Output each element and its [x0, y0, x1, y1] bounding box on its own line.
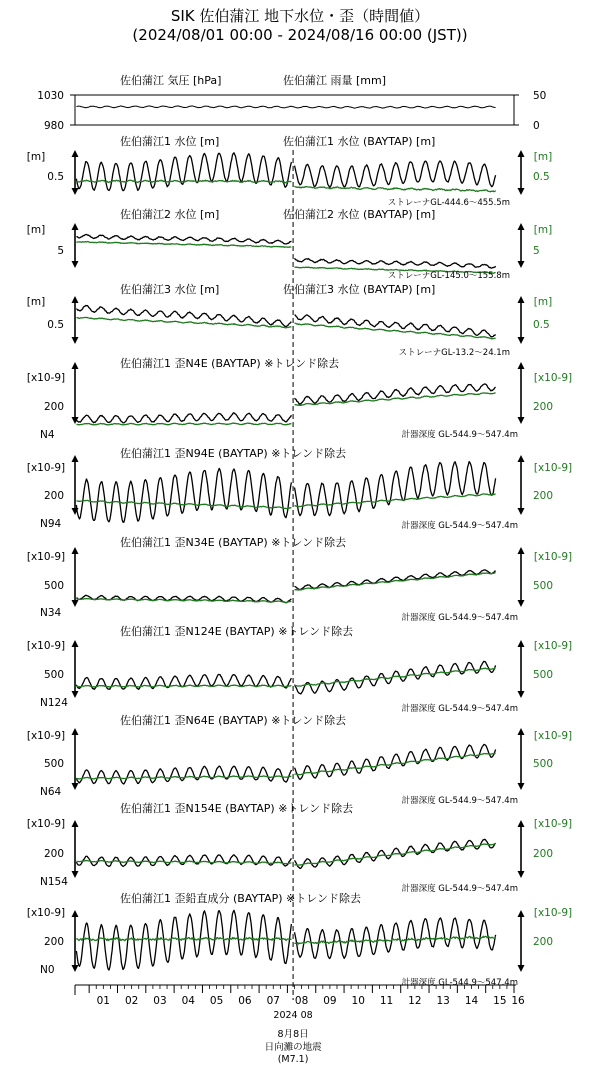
strainN34-label: 佐伯蒲江1 歪N34E (BAYTAP) ※トレンド除去	[120, 536, 347, 549]
event-date-label: 2024 08	[273, 1010, 313, 1021]
strainN34-left-arrow-head-down	[72, 600, 79, 607]
x-tick-label-15: 15	[493, 995, 507, 1007]
strainN34-tick-left: 500	[43, 580, 64, 592]
strainN64-component: N64	[40, 786, 62, 798]
strainN94-right-arrow-head-up	[518, 455, 525, 462]
strainN64-left-arrow-head-down	[72, 783, 79, 790]
well2-label-right: 佐伯蒲江2 水位 (BAYTAP) [m]	[283, 208, 436, 221]
strainN0-left-arrow-head-down	[72, 965, 79, 972]
event-line-1: 8月8日	[277, 1029, 309, 1040]
x-tick-label-10: 10	[351, 995, 365, 1007]
strainN94-left-arrow-head-up	[72, 455, 79, 462]
x-tick-label-07: 07	[266, 995, 280, 1007]
strainN94-right-arrow-head-down	[518, 508, 525, 515]
strainN34-unit-left: [x10-9]	[26, 551, 66, 563]
strainN0-label: 佐伯蒲江1 歪鉛直成分 (BAYTAP) ※トレンド除去	[120, 892, 361, 905]
pressure-series	[76, 106, 495, 108]
panel-weather	[37, 73, 546, 132]
strainN124-unit-left: [x10-9]	[26, 640, 66, 652]
panel-strainN4	[27, 356, 572, 441]
x-tick-label-06: 06	[238, 995, 252, 1007]
well2-label-left: 佐伯蒲江2 水位 [m]	[120, 208, 220, 221]
strainN0-unit-left: [x10-9]	[26, 907, 66, 919]
strainN4-series-baytap-before	[76, 423, 291, 425]
chart-subtitle: (2024/08/01 00:00 - 2024/08/16 00:00 (JST))	[132, 26, 468, 44]
strainN124-series-observed-after	[295, 661, 496, 694]
strainN154-series-baytap-after	[295, 844, 496, 866]
strainN4-label: 佐伯蒲江1 歪N4E (BAYTAP) ※トレンド除去	[120, 357, 340, 370]
strainN4-series-observed-after	[295, 384, 496, 404]
strainN154-tick-left: 200	[43, 848, 64, 860]
strainN34-left-arrow-head-up	[72, 547, 79, 554]
weather-frame	[75, 95, 514, 125]
x-tick-label-14: 14	[464, 995, 479, 1007]
strainN124-unit-right: [x10-9]	[533, 640, 573, 652]
well3-label-left: 佐伯蒲江3 水位 [m]	[120, 283, 220, 296]
strainN94-note: 計器深度 GL-544.9～547.4m	[401, 521, 518, 531]
strainN124-left-arrow-head-down	[72, 691, 79, 698]
well1-right-arrow-head-down	[518, 188, 525, 195]
event-line-2: 日向灘の地震	[264, 1042, 322, 1053]
strainN4-series-observed-before	[76, 413, 291, 423]
strainN64-unit-right: [x10-9]	[533, 730, 573, 742]
x-tick-label-05: 05	[209, 995, 224, 1007]
well1-left-arrow-head-down	[72, 188, 79, 195]
strainN4-tick-right: 200	[533, 401, 554, 413]
strainN154-right-arrow-head-down	[518, 871, 525, 878]
well1-label-right: 佐伯蒲江1 水位 (BAYTAP) [m]	[283, 135, 436, 148]
strainN0-component: N0	[40, 964, 55, 976]
rain-label: 佐伯蒲江 雨量 [mm]	[283, 74, 387, 87]
strainN0-tick-right: 200	[533, 936, 554, 948]
x-axis	[75, 985, 525, 1007]
strainN64-series-observed-before	[76, 766, 291, 784]
strainN154-unit-left: [x10-9]	[26, 818, 66, 830]
panel-well3	[27, 282, 552, 358]
strainN154-component: N154	[40, 876, 68, 888]
strainN4-note: 計器深度 GL-544.9～547.4m	[401, 430, 518, 440]
x-tick-label-08: 08	[294, 995, 309, 1007]
well1-series-observed-before	[76, 153, 291, 191]
strainN0-note: 計器深度 GL-544.9～547.4m	[401, 978, 518, 988]
well3-right-arrow-head-down	[518, 337, 525, 344]
strainN4-component: N4	[40, 429, 55, 441]
strainN0-unit-right: [x10-9]	[533, 907, 573, 919]
well3-unit-left: [m]	[26, 296, 46, 308]
well2-right-arrow-head-up	[518, 223, 525, 230]
well2-right-arrow-head-down	[518, 261, 525, 268]
panel-strainN0	[27, 891, 572, 988]
well1-unit-right: [m]	[533, 151, 553, 163]
well2-unit-left: [m]	[26, 224, 46, 236]
strainN94-label: 佐伯蒲江1 歪N94E (BAYTAP) ※トレンド除去	[120, 447, 347, 460]
strainN4-left-arrow-head-up	[72, 362, 79, 369]
well2-left-arrow-head-up	[72, 223, 79, 230]
strainN94-tick-left: 200	[43, 490, 64, 502]
strainN94-series-baytap-after	[295, 494, 496, 507]
pressure-tick-980: 980	[43, 120, 64, 132]
strainN0-left-arrow-head-up	[72, 910, 79, 917]
x-tick-label-11: 11	[379, 995, 394, 1007]
rain-tick-50: 50	[533, 90, 547, 102]
strainN34-unit-right: [x10-9]	[533, 551, 573, 563]
strainN4-unit-left: [x10-9]	[26, 372, 66, 384]
strainN154-left-arrow-head-down	[72, 871, 79, 878]
strainN64-note: 計器深度 GL-544.9～547.4m	[401, 796, 518, 806]
strainN4-series-baytap-after	[295, 393, 496, 406]
rain-tick-0: 0	[533, 120, 540, 132]
strainN154-left-arrow-head-up	[72, 820, 79, 827]
x-tick-label-02: 02	[124, 995, 139, 1007]
strainN64-tick-left: 500	[43, 758, 64, 770]
pressure-label: 佐伯蒲江 気圧 [hPa]	[120, 74, 222, 87]
strainN34-note: 計器深度 GL-544.9～547.4m	[401, 613, 518, 623]
well3-unit-right: [m]	[533, 296, 553, 308]
strainN124-component: N124	[40, 697, 68, 709]
strainN34-component: N34	[40, 607, 62, 619]
well1-unit-left: [m]	[26, 151, 46, 163]
strainN124-tick-left: 500	[43, 669, 64, 681]
strainN154-label: 佐伯蒲江1 歪N154E (BAYTAP) ※トレンド除去	[120, 802, 354, 815]
strainN124-label: 佐伯蒲江1 歪N124E (BAYTAP) ※トレンド除去	[120, 625, 354, 638]
panel-strainN124	[27, 624, 572, 714]
strainN154-series-observed-before	[76, 855, 291, 867]
panel-well1	[27, 134, 552, 208]
well1-series-baytap-after	[295, 186, 496, 192]
strainN4-right-arrow-head-up	[518, 362, 525, 369]
well3-note: ストレーナGL-13.2～24.1m	[398, 348, 510, 358]
chart-title: SIK 佐伯蒲江 地下水位・歪（時間値）	[170, 7, 430, 25]
strainN94-unit-right: [x10-9]	[533, 462, 573, 474]
strainN34-right-arrow-head-down	[518, 600, 525, 607]
well3-tick-left: 0.5	[47, 319, 64, 331]
well3-label-right: 佐伯蒲江3 水位 (BAYTAP) [m]	[283, 283, 436, 296]
well1-series-observed-after	[295, 161, 496, 187]
well2-series-observed-after	[295, 258, 496, 268]
well2-tick-right: 5	[533, 245, 540, 257]
strainN124-note: 計器深度 GL-544.9～547.4m	[401, 704, 518, 714]
well1-label-left: 佐伯蒲江1 水位 [m]	[120, 135, 220, 148]
well1-left-arrow-head-up	[72, 150, 79, 157]
strainN0-right-arrow-head-down	[518, 965, 525, 972]
pressure-tick-1030: 1030	[37, 90, 64, 102]
strainN154-tick-right: 200	[533, 848, 554, 860]
strainN64-right-arrow-head-down	[518, 783, 525, 790]
strainN154-right-arrow-head-up	[518, 820, 525, 827]
well3-left-arrow-head-up	[72, 296, 79, 303]
strainN94-component: N94	[40, 518, 62, 530]
panel-strainN64	[27, 713, 572, 806]
strainN154-unit-right: [x10-9]	[533, 818, 573, 830]
panel-well2	[27, 207, 552, 281]
well3-tick-right: 0.5	[533, 319, 550, 331]
strainN154-note: 計器深度 GL-544.9～547.4m	[401, 884, 518, 894]
strainN124-tick-right: 500	[533, 669, 554, 681]
well3-left-arrow-head-down	[72, 337, 79, 344]
x-tick-label-09: 09	[323, 995, 337, 1007]
well1-tick-right: 0.5	[533, 171, 550, 183]
x-tick-label-12: 12	[408, 995, 422, 1007]
x-tick-label-13: 13	[436, 995, 450, 1007]
event-line-3: (M7.1)	[277, 1054, 309, 1065]
strainN34-tick-right: 500	[533, 580, 554, 592]
strainN0-right-arrow-head-up	[518, 910, 525, 917]
panel-strainN154	[27, 801, 572, 894]
well2-left-arrow-head-down	[72, 261, 79, 268]
strainN64-tick-right: 500	[533, 758, 554, 770]
well2-tick-left: 5	[57, 245, 64, 257]
x-tick-label-03: 03	[153, 995, 167, 1007]
strainN124-left-arrow-head-up	[72, 640, 79, 647]
well1-right-arrow-head-up	[518, 150, 525, 157]
well2-note: ストレーナGL-145.0～155.8m	[387, 271, 510, 281]
well1-note: ストレーナGL-444.6～455.5m	[387, 198, 510, 208]
strainN4-tick-left: 200	[43, 401, 64, 413]
strainN94-series-observed-after	[295, 462, 496, 516]
strainN124-right-arrow-head-up	[518, 640, 525, 647]
well2-unit-right: [m]	[533, 224, 553, 236]
strainN64-right-arrow-head-up	[518, 728, 525, 735]
x-tick-label-16: 16	[511, 995, 525, 1007]
strainN64-left-arrow-head-up	[72, 728, 79, 735]
strainN64-series-observed-after	[295, 744, 496, 779]
x-tick-label-01: 01	[96, 995, 111, 1007]
well1-tick-left: 0.5	[47, 171, 64, 183]
strainN4-unit-right: [x10-9]	[533, 372, 573, 384]
well3-right-arrow-head-up	[518, 296, 525, 303]
strainN34-right-arrow-head-up	[518, 547, 525, 554]
strainN34-series-baytap-after	[295, 573, 496, 590]
x-tick-label-04: 04	[181, 995, 195, 1007]
strainN124-right-arrow-head-down	[518, 691, 525, 698]
panel-strainN34	[27, 535, 572, 623]
strainN4-right-arrow-head-down	[518, 417, 525, 424]
strainN64-label: 佐伯蒲江1 歪N64E (BAYTAP) ※トレンド除去	[120, 714, 347, 727]
strainN94-tick-right: 200	[533, 490, 554, 502]
strainN94-series-observed-before	[76, 468, 291, 522]
strainN0-tick-left: 200	[43, 936, 64, 948]
strainN64-unit-left: [x10-9]	[26, 730, 66, 742]
strainN94-unit-left: [x10-9]	[26, 462, 66, 474]
panels	[27, 73, 572, 988]
panel-strainN94	[27, 446, 572, 531]
